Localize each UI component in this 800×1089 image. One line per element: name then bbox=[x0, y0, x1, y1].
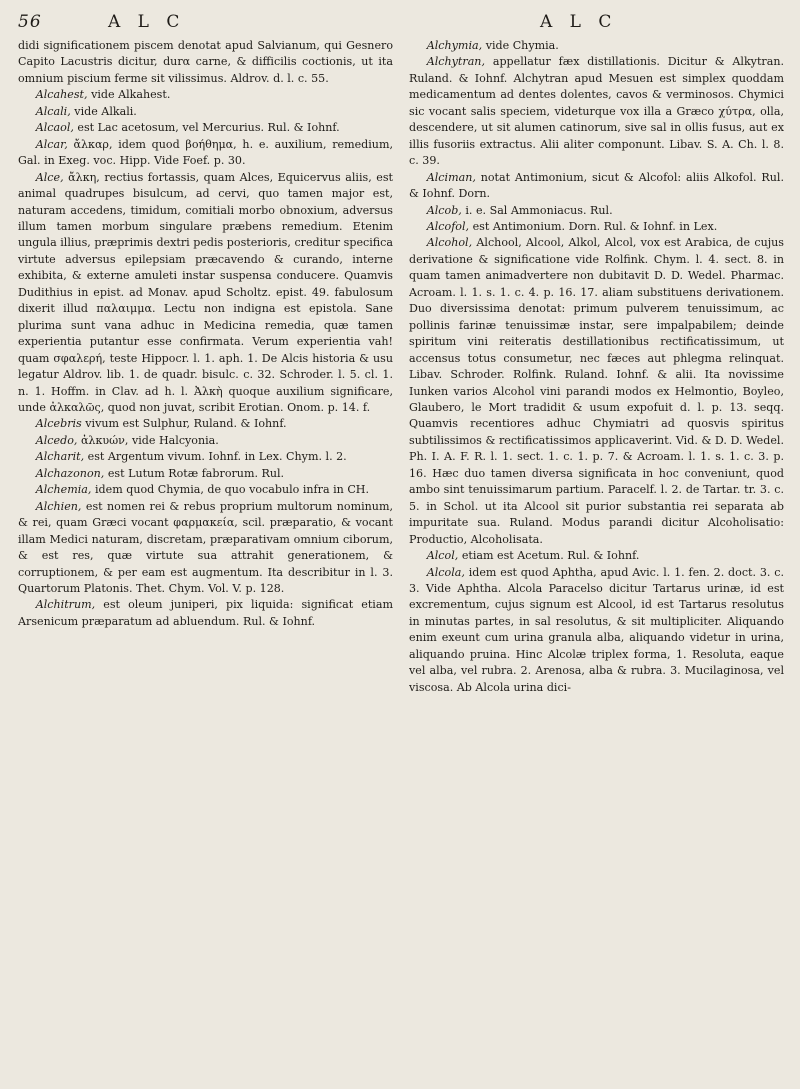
entry-text: est oleum juniperi, pix liquida: significat etiam Arsenicum præparatum ad abluendum. Rul. & Iohnf. bbox=[18, 598, 393, 628]
dictionary-entry bbox=[18, 170, 393, 417]
dictionary-entry bbox=[18, 87, 393, 103]
entry-text: ἄλκη, rectius fortassis, quam Alces, Equicervus aliis, est animal quadrupes bisulcum, ad cervi, quo tamen major est, naturam accedens, timidum, comitiali morbo obnoxium, adversus illum tamen morbum singulare præbens remedium. Etenim ungula illius, præprimis dextri pedis posterioris, creditur specifica virtute adversus epilepsiam præcavendo & curando, interne exhibita, & externe amuleti instar suspensa conducere. Quamvis Dudithius in epist. ad Monav. apud Scholtz. epist. 49. fabulosum dixerit illud παλαιμμα. Lectu non indigna est epistola. Sane plurima sunt vana adhuc in Medicina remedia, quæ tamen experientia putantur esse confirmata. Verum experientia vah! quam σφαλερή, teste Hippocr. l. 1. aph. 1. De Alcis historia & usu legatur Aldrov. lib. 1. de quadr. bisulc. c. 32. Schroder. l. 5. cl. 1. n. 1. Hoffm. in Clav. ad h. l. Ἀλκὴ quoque auxilium significare, unde ἀλκαλῶς, quod non juvat, scribit Erotian. Onom. p. 14. f. bbox=[18, 170, 393, 414]
entry-text: est Lutum Rotæ fabrorum. Rul. bbox=[107, 466, 285, 480]
page-header bbox=[18, 12, 786, 38]
entry-headword: Alciman, bbox=[426, 170, 476, 184]
dictionary-entry bbox=[409, 235, 784, 548]
entry-headword: Alcol, bbox=[426, 549, 459, 563]
entry-text: appellatur fæx distillationis. Dicitur & Alkytran. Ruland. & Iohnf. Alchytran apud Mesuen est simplex quoddam medicamentum ad dentes dolentes, cavos & verminosos. Chymici sic vocant salis speciem, videturque vox illa a Græco χύτρα, olla, descendere, ut sit alumen catinorum, sive sal in ollis fusus, aut ex illis fusoriis extractus. Alii aliter componunt. Libav. S. A. Ch. l. 8. c. 39. bbox=[409, 55, 784, 168]
dictionary-entry bbox=[18, 416, 393, 432]
entry-headword: Alce, bbox=[35, 170, 64, 184]
entry-text: vide Alkali. bbox=[74, 104, 137, 118]
dictionary-entry bbox=[18, 38, 393, 87]
entry-text: i. e. Sal Ammoniacus. Rul. bbox=[465, 203, 613, 217]
entry-text: ἀλκυών, vide Halcyonia. bbox=[80, 433, 219, 447]
right-column bbox=[409, 38, 784, 1078]
entry-headword: Alcola, bbox=[426, 565, 465, 579]
dictionary-entry bbox=[409, 219, 784, 235]
dictionary-entry bbox=[409, 565, 784, 697]
entry-headword: Alcali, bbox=[35, 104, 71, 118]
entry-text: Alchool, Alcool, Alkol, Alcol, vox est Arabica, de cujus derivatione & significatione vide Rolfink. Chym. l. 4. sect. 8. in quam tamen animadvertere non dubitavit D. D. Wedel. Pharmac. Acroam. l. 1. s. 1. c. 4. p. 16. 17. aliam substituens derivationem. Duo diversissima denotat: primum pulverem tenuissimum, ac pollinis farinæ tenuissimæ instar, sere impalpabilem; deinde spiritum vini reiteratis destillationibus rectificatissimum, ut accensus totus consumetur, nec fæces aut phlegma relinquat. Libav. Schroder. Rolfink. Ruland. Iohnf. & alii. Ita novissime Iunken varios Alcohol vini parandi modos ex Helmontio, Boyleo, Glaubero, le Mort tradidit & usum expofuit d. l. p. 13. seqq. Quamvis recentiores adhuc Chymiatri ad quosvis spiritus subtilissimos & rectificatissimos applicaverint. Vid. & D. D. Wedel. Ph. I. A. F. R. l. 1. sect. 1. c. 1. p. 7. & Acroam. l. 1. s. 1. c. 3. p. 16. Hæc duo tamen diversa significata in hoc conveniunt, quod ambo sint tenuissimarum partium. Paracelf. l. 2. de Tartar. tr. 3. c. 5. in Schol. ut ita Alcool sit purior substantia rei separata ab impuritate sua. Ruland. Modus parandi dicitur Alcoholisatio: Productio, Alcoholisata. bbox=[409, 236, 784, 546]
entry-text: est nomen rei & rebus proprium multorum nominum, & rei, quam Græci vocant φαρμακεία, scil. præparatio, & vocant illam Medici naturam, discretam, præparativam omnium ciborum, & est res, quæ virtute sua attrahit generationem, & corruptionem, & per eam est augmentum. Ita describitur in l. 3. Quartorum Platonis. Thet. Chym. Vol. V. p. 128. bbox=[18, 499, 393, 595]
entry-headword: Alcohol, bbox=[426, 236, 473, 250]
dictionary-entry bbox=[18, 482, 393, 498]
entry-headword: Alcahest, bbox=[35, 88, 88, 102]
dictionary-entry bbox=[18, 597, 393, 630]
entry-text: vide Chymia. bbox=[485, 39, 559, 52]
entry-text: est Argentum vivum. Iohnf. in Lex. Chym. l. 2. bbox=[87, 450, 347, 464]
entry-headword: Alcaol, bbox=[35, 121, 74, 135]
dictionary-entry bbox=[18, 499, 393, 598]
entry-text: didi significationem piscem denotat apud Salvianum, qui Gesnero Capito Lacustris dicitur, durα carne, & difficilis coctionis, ut ita omnium piscium ferme sit vilissimus. Aldrov. d. l. c. 55. bbox=[18, 39, 393, 85]
dictionary-entry bbox=[409, 54, 784, 169]
dictionary-entry bbox=[18, 449, 393, 465]
dictionary-entry bbox=[18, 120, 393, 136]
page-number: 56 bbox=[18, 12, 42, 32]
entry-text: ἄλκαρ, idem quod βοήθημα, h. e. auxilium, remedium, Gal. in Exeg. voc. Hipp. Vide Foef. p. 30. bbox=[18, 137, 393, 168]
entry-headword: Alcebris bbox=[35, 417, 82, 431]
dictionary-entry bbox=[409, 203, 784, 219]
running-head-left: A L C bbox=[108, 12, 186, 32]
entry-text: vide Alkahest. bbox=[91, 88, 171, 102]
text-columns bbox=[18, 38, 786, 1078]
dictionary-entry bbox=[18, 466, 393, 482]
dictionary-entry bbox=[18, 104, 393, 120]
entry-text: etiam est Acetum. Rul. & Iohnf. bbox=[461, 549, 640, 563]
dictionary-entry bbox=[18, 137, 393, 170]
entry-text: est Lac acetosum, vel Mercurius. Rul. & Iohnf. bbox=[77, 121, 340, 135]
entry-headword: Alcharit, bbox=[35, 450, 85, 464]
entry-headword: Alcedo, bbox=[35, 433, 78, 447]
entry-headword: Alchytran, bbox=[426, 55, 485, 69]
entry-headword: Alcar, bbox=[35, 137, 68, 151]
left-column bbox=[18, 38, 393, 1078]
dictionary-entry bbox=[18, 433, 393, 449]
entry-headword: Alchemia, bbox=[35, 483, 92, 497]
entry-headword: Alcob, bbox=[426, 203, 462, 217]
entry-text: vivum est Sulphur, Ruland. & Iohnf. bbox=[85, 417, 287, 431]
entry-headword: Alcofol, bbox=[426, 219, 470, 233]
entry-text: est Antimonium. Dorn. Rul. & Iohnf. in Lex. bbox=[472, 219, 718, 233]
entry-headword: Alchazonon, bbox=[35, 466, 105, 480]
entry-headword: Alchien, bbox=[35, 499, 82, 513]
entry-headword: Alchitrum, bbox=[35, 598, 96, 612]
dictionary-entry bbox=[409, 548, 784, 564]
entry-text: idem est quod Aphtha, apud Avic. l. 1. fen. 2. doct. 3. c. 3. Vide Aphtha. Alcola Paracelso dicitur Tartarus urinæ, id est excrementum, cujus signum est Alcool, id est Tartarus resolutus in minutas partes, in sal resolutus, & sit multipliciter. Aliquando enim exeunt cum urina granula alba, aliquando videtur in urina, aliquando pruina. Hinc Alcolæ triplex forma, 1. Resoluta, eaque vel alba, vel rubra. 2. Arenosa, alba & rubra. 3. Mucilaginosa, vel viscosa. Ab Alcola urina dici- bbox=[409, 565, 784, 694]
dictionary-entry bbox=[409, 38, 784, 54]
entry-headword: Alchymia, bbox=[426, 39, 483, 52]
running-head-right: A L C bbox=[540, 12, 618, 32]
dictionary-entry bbox=[409, 170, 784, 203]
entry-text: idem quod Chymia, de quo vocabulo infra in CH. bbox=[94, 483, 370, 497]
entry-text: notat Antimonium, sicut & Alcofol: aliis Alkofol. Rul. & Iohnf. Dorn. bbox=[409, 170, 784, 201]
